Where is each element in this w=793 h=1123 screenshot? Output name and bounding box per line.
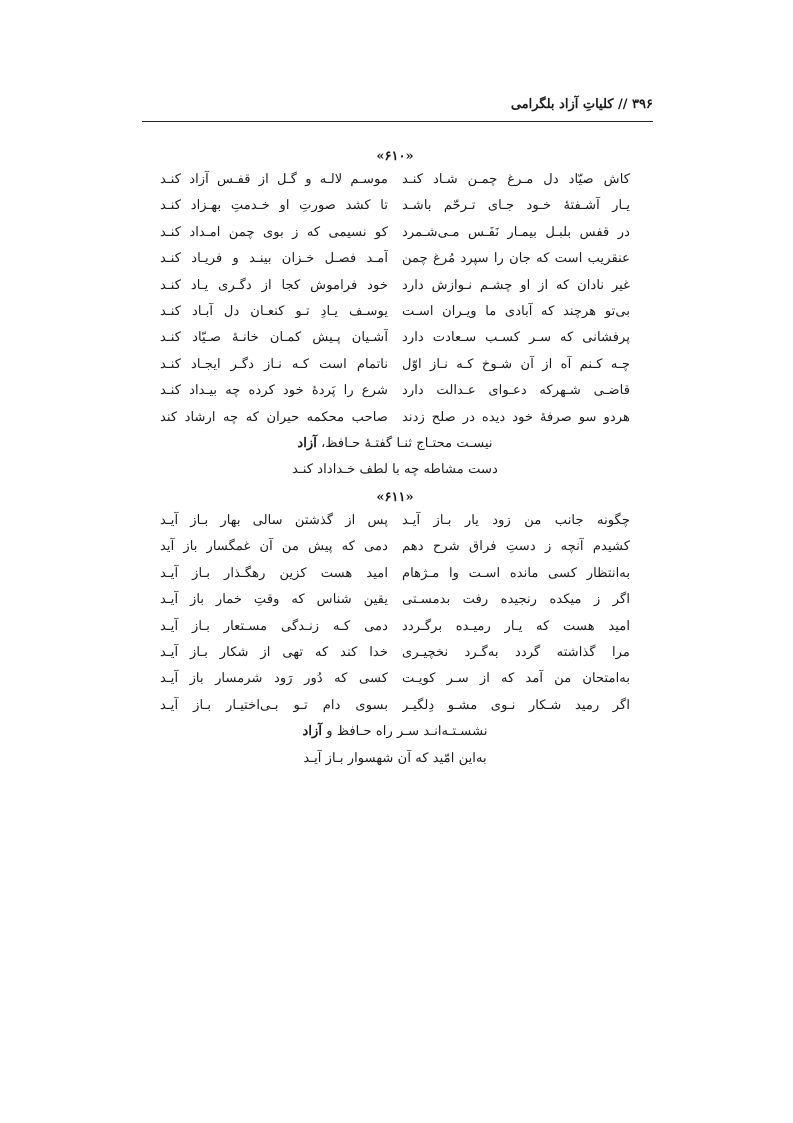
second-hemistich: یقین شناس که وقتِ خمار باز آیـد	[160, 592, 388, 608]
poem-611	[160, 488, 630, 772]
poem-610	[160, 147, 630, 484]
couplet	[160, 508, 630, 534]
second-hemistich: خدا کند که تهی از شکار بـاز آیـد	[160, 644, 388, 660]
second-hemistich: بسوی دام تـو بـی‌اختیـار بـاز آیـد	[160, 697, 388, 713]
second-hemistich: یوسـف یـادِ تـو کنعـان دل آبـاد کنـد	[160, 303, 388, 319]
book-title: کلیاتِ آزاد بلگرامی	[510, 97, 614, 112]
running-header	[511, 97, 653, 112]
first-hemistich: یـار آشـفتهٔ خـود جـای تـرحّم باشـد	[402, 198, 630, 214]
second-hemistich: دمی کـه زنـدگی مسـتعار بـاز آیـد	[160, 618, 388, 634]
couplet	[160, 405, 630, 431]
second-hemistich: ناتمام است کـه نـاز دگـر ایجـاد کنـد	[160, 356, 388, 372]
couplet	[160, 534, 630, 560]
couplet	[160, 352, 630, 378]
couplet	[160, 246, 630, 272]
closing-line	[160, 719, 630, 745]
closing-line-text: نشسـتـه‌انـد سـر راه حـافظ و	[326, 724, 488, 740]
first-hemistich: اگر رمید شـکار نـوی مشـو دِلگیـر	[402, 697, 630, 713]
second-hemistich: خود فراموش کجا از دگـری یـاد کنـد	[160, 277, 388, 293]
second-hemistich: موسـم لالـه و گـل از قفـس آزاد کنـد	[160, 172, 388, 187]
first-hemistich: کشیدم آنچه ز دستِ فراق شرح دهم	[402, 539, 630, 555]
couplet	[160, 666, 630, 692]
closing-line-text: نیسـت محتـاج ثنـا گفتـهٔ حـافظ،	[321, 435, 493, 451]
second-hemistich: امید هست کزین رهگـذار بـاز آیـد	[160, 565, 388, 581]
closing-line: دست مشاطه چه با لطف خـداداد کنـد	[292, 462, 498, 478]
couplet	[160, 693, 630, 719]
poet-name: آزاد	[302, 724, 323, 740]
couplet	[160, 561, 630, 587]
first-hemistich: به‌انتظار کسی مانده اسـت وا مـژهام	[402, 565, 630, 581]
closing-line: به‌این امّید که آن شهسوار بـاز آیـد	[303, 750, 487, 766]
first-hemistich: مرا گذاشته گردد به‌گـرد نخچیـری	[402, 644, 630, 660]
second-hemistich: پس از گذشتن سالی بهار بـاز آیـد	[160, 513, 388, 528]
poem-number: «۶۱۱»	[376, 490, 414, 505]
first-hemistich: کاش صیّاد دل مـرغ چمـن شـاد کنـد	[402, 172, 630, 187]
first-hemistich: بی‌تو هرچند که آبادی ما ویـران اسـت	[402, 303, 630, 319]
first-hemistich: در قفس بلبـل بیمـار نَفَـس مـی‌شـمرد	[402, 224, 630, 240]
second-hemistich: صاحب محکمه حیران که چه ارشاد کند	[160, 409, 388, 425]
couplet	[160, 299, 630, 325]
first-hemistich: امید هست که یـار رمیـده برگـردد	[402, 618, 630, 634]
poet-name: آزاد	[297, 435, 317, 451]
second-hemistich: دمی که پیش من آن غمگسار باز آید	[160, 539, 388, 555]
first-hemistich: غیر نادان که از او چشـم نـوازش دارد	[402, 277, 630, 293]
second-hemistich: شرع را پَردهٔ خود کرده چه بیـداد کنـد	[160, 383, 388, 399]
first-hemistich: عنقریب است که جان را سپرد مُرغ چمن	[402, 251, 630, 267]
closing-line	[160, 431, 630, 457]
first-hemistich: پرفشانی که سـر کسـب سـعادت دارد	[402, 330, 630, 346]
second-hemistich: تا کشد صورتِ او خـدمتِ بهـزاد کنـد	[160, 198, 388, 214]
first-hemistich: به‌امتحان من آمد که از سـر کویـت	[402, 671, 630, 687]
couplet	[160, 325, 630, 351]
couplet	[160, 167, 630, 193]
second-hemistich: کسی که دُور رَود شرمسار باز آیـد	[160, 671, 388, 687]
couplet	[160, 220, 630, 246]
second-hemistich: آشـیان پـیش کمـان خانـهٔ صـیّاد کنـد	[160, 330, 388, 346]
first-hemistich: هردو سو صرفهٔ خود دیده در صلح زدند	[402, 409, 630, 425]
first-hemistich: چگونه جانب من زود یار بـاز آیـد	[402, 513, 630, 528]
first-hemistich: اگر ز میکده رنجیده رفت بدمسـتی	[402, 592, 630, 608]
couplet	[160, 614, 630, 640]
first-hemistich: قاضـی شـهرکه دعـوای عـدالت دارد	[402, 383, 630, 399]
page-number: ۳۹۶	[632, 97, 653, 112]
header-separator: //	[613, 97, 633, 112]
first-hemistich: چـه کـنم آه از آن شـوخ کـه نـاز اوّل	[402, 356, 630, 372]
couplet	[160, 193, 630, 219]
couplet	[160, 273, 630, 299]
couplet	[160, 378, 630, 404]
couplet	[160, 640, 630, 666]
second-hemistich: کو نسیمی که ز بوی چمن امـداد کنـد	[160, 224, 388, 240]
page-header	[142, 95, 653, 122]
poem-number: «۶۱۰»	[376, 149, 414, 164]
second-hemistich: آمـد فصـل خـزان بینـد و فریـاد کنـد	[160, 251, 388, 267]
couplet	[160, 587, 630, 613]
